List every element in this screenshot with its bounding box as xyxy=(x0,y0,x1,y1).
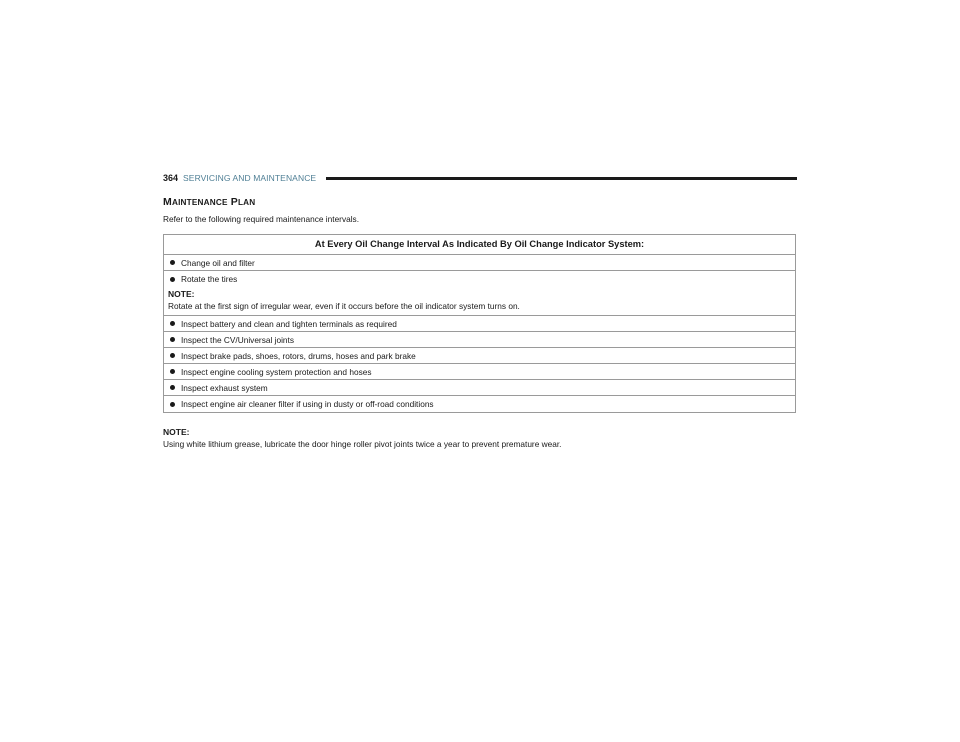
table-row xyxy=(164,380,795,396)
intro-text: Refer to the following required maintenance intervals. xyxy=(163,214,360,224)
footer-note-text: Using white lithium grease, lubricate the door hinge roller pivot joints twice a year to prevent premature wear. xyxy=(163,439,562,449)
table-title: At Every Oil Change Interval As Indicated By Oil Change Indicator System: xyxy=(164,235,795,255)
note-text: Rotate at the first sign of irregular wear, even if it occurs before the oil indicator system turns on. xyxy=(168,301,520,311)
bullet-icon xyxy=(170,321,175,326)
bullet-icon xyxy=(170,369,175,374)
page-header xyxy=(163,172,797,184)
title-initial-p: P xyxy=(230,196,238,208)
table-row xyxy=(164,316,795,332)
page-title xyxy=(163,196,255,208)
footer-note-label: NOTE: xyxy=(163,427,190,437)
table-row xyxy=(164,396,795,412)
table-row xyxy=(164,332,795,348)
bullet-icon xyxy=(170,260,175,265)
bullet-icon xyxy=(170,402,175,407)
table-row xyxy=(164,364,795,380)
row-text: Inspect exhaust system xyxy=(181,382,268,393)
table-row xyxy=(164,271,795,287)
section-title: SERVICING AND MAINTENANCE xyxy=(183,173,317,183)
row-text: Inspect brake pads, shoes, rotors, drums, hoses and park brake xyxy=(181,350,416,361)
title-initial-m: M xyxy=(163,196,172,208)
table-row xyxy=(164,348,795,364)
table-row xyxy=(164,255,795,271)
bullet-icon xyxy=(170,353,175,358)
title-rest-m: AINTENANCE xyxy=(171,198,228,207)
page-number: 364 xyxy=(163,173,179,183)
row-text: Change oil and filter xyxy=(181,257,255,268)
row-text: Inspect the CV/Universal joints xyxy=(181,334,294,345)
footer-note xyxy=(163,427,561,450)
bullet-icon xyxy=(170,385,175,390)
title-rest-p: LAN xyxy=(237,198,256,207)
note-label: NOTE: xyxy=(168,289,195,299)
row-text: Inspect battery and clean and tighten terminals as required xyxy=(181,318,397,329)
row-text: Inspect engine cooling system protection and hoses xyxy=(181,366,372,377)
bullet-icon xyxy=(170,277,175,282)
row-text: Rotate the tires xyxy=(181,274,238,284)
header-rule xyxy=(326,177,797,180)
table-note xyxy=(164,287,795,316)
row-text: Inspect engine air cleaner filter if using in dusty or off-road conditions xyxy=(181,399,434,409)
bullet-icon xyxy=(170,337,175,342)
maintenance-table xyxy=(163,234,796,413)
